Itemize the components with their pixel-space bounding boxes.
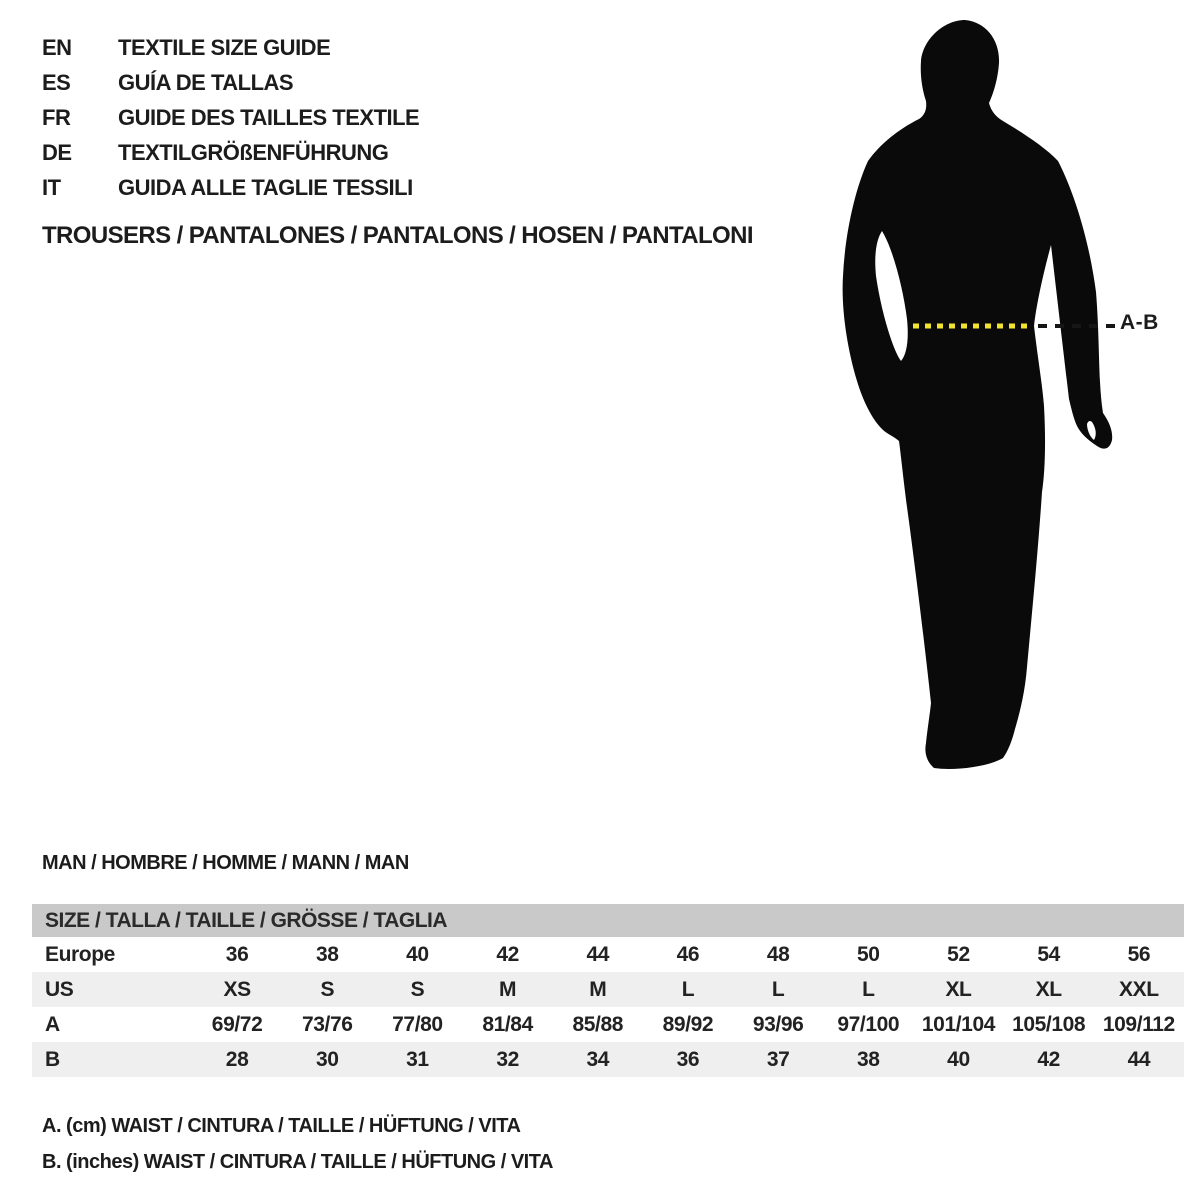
- language-title: GUÍA DE TALLAS: [118, 69, 294, 95]
- product-heading: TROUSERS / PANTALONES / PANTALONS / HOSEN / PANTALONI: [42, 222, 753, 249]
- size-cell: 36: [225, 942, 249, 966]
- language-code: ES: [42, 69, 71, 95]
- size-cell: 101/104: [921, 1012, 996, 1036]
- section-heading-man: MAN / HOMBRE / HOMME / MANN / MAN: [42, 852, 409, 874]
- language-title: TEXTILE SIZE GUIDE: [118, 34, 331, 60]
- size-cell: 32: [463, 1042, 553, 1077]
- size-cell: 44: [1094, 1042, 1184, 1077]
- size-cell: 105/108: [1012, 1012, 1086, 1036]
- language-title: GUIDA ALLE TAGLIE TESSILI: [118, 174, 413, 200]
- size-cell: L: [733, 972, 823, 1007]
- size-table-header: SIZE / TALLA / TAILLE / GRÖSSE / TAGLIA: [32, 904, 1184, 937]
- table-row-europe: [32, 937, 1184, 972]
- language-code: EN: [42, 34, 72, 60]
- language-title: TEXTILGRÖßENFÜHRUNG: [118, 139, 389, 165]
- table-row-a-cm: [32, 1007, 1184, 1042]
- silhouette-shape: [843, 20, 1113, 769]
- footnotes: [42, 1108, 553, 1180]
- table-row-b-inches: [32, 1042, 1184, 1077]
- language-row-es: [42, 65, 419, 100]
- size-cell: L: [823, 972, 913, 1007]
- size-table-header-row: [32, 904, 1184, 937]
- language-title: GUIDE DES TAILLES TEXTILE: [118, 104, 420, 130]
- language-code: IT: [42, 174, 61, 200]
- size-cell: 89/92: [662, 1012, 714, 1036]
- language-row-en: [42, 30, 419, 65]
- size-cell: 85/88: [572, 1012, 624, 1036]
- language-code: DE: [42, 139, 72, 165]
- size-cell: L: [643, 972, 733, 1007]
- size-cell: 52: [947, 942, 970, 966]
- size-cell: XL: [913, 972, 1003, 1007]
- size-cell: 73/76: [301, 1012, 353, 1036]
- language-row-de: [42, 135, 419, 170]
- size-cell: 38: [315, 942, 339, 966]
- size-cell: 77/80: [392, 1012, 443, 1036]
- row-label: US: [32, 972, 192, 1007]
- size-cell: 42: [1004, 1042, 1094, 1077]
- size-cell: 44: [586, 942, 610, 966]
- language-code: FR: [42, 104, 71, 130]
- size-cell: 40: [406, 942, 429, 966]
- man-silhouette: [820, 10, 1200, 780]
- language-row-fr: [42, 100, 419, 135]
- waist-measure-label: A-B: [1120, 311, 1159, 334]
- size-cell: S: [372, 972, 462, 1007]
- size-cell: XXL: [1094, 972, 1184, 1007]
- size-cell: 30: [282, 1042, 372, 1077]
- row-label: A: [45, 1012, 60, 1036]
- size-cell: M: [463, 972, 553, 1007]
- size-cell: 36: [643, 1042, 733, 1077]
- size-cell: 40: [913, 1042, 1003, 1077]
- row-label: B: [32, 1042, 192, 1077]
- footnote-a: A. (cm) WAIST / CINTURA / TAILLE / HÜFTUNG / VITA: [42, 1114, 521, 1137]
- footnote-b: B. (inches) WAIST / CINTURA / TAILLE / HÜFTUNG / VITA: [42, 1150, 553, 1173]
- size-cell: 54: [1037, 942, 1060, 966]
- size-cell: 97/100: [837, 1012, 900, 1036]
- size-cell: 38: [823, 1042, 913, 1077]
- size-cell: XL: [1004, 972, 1094, 1007]
- size-cell: 37: [733, 1042, 823, 1077]
- size-cell: 81/84: [482, 1012, 533, 1036]
- size-cell: S: [282, 972, 372, 1007]
- language-list: [42, 30, 419, 205]
- size-cell: 34: [553, 1042, 643, 1077]
- man-silhouette-svg: [820, 10, 1200, 780]
- size-cell: 42: [496, 942, 519, 966]
- size-cell: 31: [372, 1042, 462, 1077]
- size-table: [32, 904, 1184, 1077]
- size-cell: 28: [192, 1042, 282, 1077]
- row-label: Europe: [45, 942, 115, 966]
- table-row-us: [32, 972, 1184, 1007]
- language-row-it: [42, 170, 419, 205]
- size-cell: 48: [766, 942, 790, 966]
- size-cell: 69/72: [211, 1012, 263, 1036]
- size-cell: 56: [1127, 942, 1151, 966]
- size-cell: 109/112: [1102, 1012, 1175, 1036]
- size-cell: XS: [192, 972, 282, 1007]
- size-cell: M: [553, 972, 643, 1007]
- size-cell: 50: [857, 942, 880, 966]
- size-cell: 46: [676, 942, 700, 966]
- size-cell: 93/96: [752, 1012, 804, 1036]
